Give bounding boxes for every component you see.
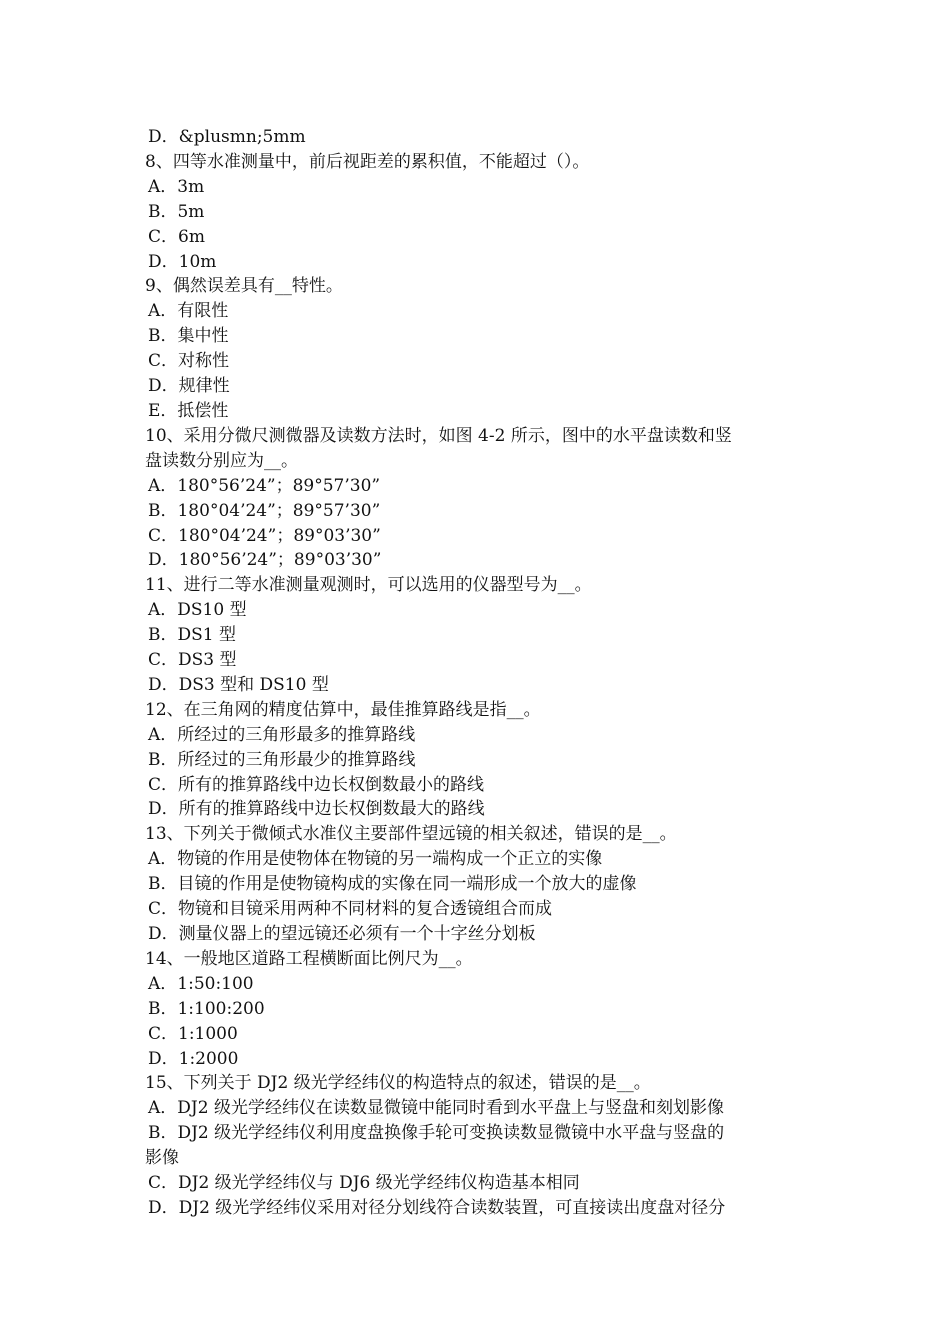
question-text: 14、一般地区道路工程横断面比例尺为__。 [145, 948, 473, 969]
question-text: 影像 [145, 1148, 179, 1169]
answer-option: A．3m [148, 176, 205, 197]
answer-option: C．DJ2 级光学经纬仪与 DJ6 级光学经纬仪构造基本相同 [148, 1173, 580, 1194]
answer-option: A．1:50:100 [148, 973, 254, 994]
answer-option: B．180°04’24”；89°57’30” [148, 500, 381, 521]
answer-option: A．有限性 [148, 301, 229, 322]
answer-option: B．DJ2 级光学经纬仪利用度盘换像手轮可变换读数显微镜中水平盘与竖盘的 [148, 1123, 725, 1144]
answer-option: B．DS1 型 [148, 625, 236, 646]
answer-option: C．对称性 [148, 351, 230, 372]
answer-option: B．5m [148, 201, 205, 222]
answer-option: D．DJ2 级光学经纬仪采用对径分划线符合读数装置，可直接读出度盘对径分 [148, 1197, 726, 1218]
answer-option: B．所经过的三角形最少的推算路线 [148, 749, 416, 770]
answer-option: B．目镜的作用是使物镜构成的实像在同一端形成一个放大的虚像 [148, 874, 637, 895]
answer-option: D．&plusmn;5mm [148, 127, 306, 147]
answer-option: C．所有的推算路线中边长权倒数最小的路线 [148, 774, 485, 795]
answer-option: D．规律性 [148, 376, 230, 397]
question-text: 盘读数分别应为__。 [145, 450, 298, 471]
answer-option: D．DS3 型和 DS10 型 [148, 674, 329, 695]
question-text: 9、偶然误差具有__特性。 [145, 276, 343, 297]
question-text: 8、四等水准测量中，前后视距差的累积值，不能超过（）。 [145, 151, 590, 172]
answer-option: D．测量仪器上的望远镜还必须有一个十字丝分划板 [148, 924, 536, 944]
answer-option: A．DS10 型 [148, 600, 247, 621]
answer-option: C．物镜和目镜采用两种不同材料的复合透镜组合而成 [148, 899, 553, 920]
answer-option: D．所有的推算路线中边长权倒数最大的路线 [148, 799, 485, 820]
answer-option: C．DS3 型 [148, 650, 237, 671]
answer-option: C．6m [148, 226, 205, 247]
question-text: 11、进行二等水准测量观测时，可以选用的仪器型号为__。 [145, 575, 592, 596]
answer-option: C．180°04’24”；89°03’30” [148, 525, 381, 546]
answer-option: C．1:1000 [148, 1023, 238, 1044]
answer-option: E．抵偿性 [148, 400, 229, 421]
answer-option: D．1:2000 [148, 1048, 239, 1069]
answer-option: A．物镜的作用是使物体在物镜的另一端构成一个正立的实像 [148, 849, 603, 870]
answer-option: B．1:100:200 [148, 998, 265, 1019]
answer-option: A．DJ2 级光学经纬仪在读数显微镜中能同时看到水平盘上与竖盘和刻划影像 [148, 1098, 724, 1119]
answer-option: A．180°56’24”；89°57’30” [148, 475, 381, 496]
question-text: 10、采用分微尺测微器及读数方法时，如图 4-2 所示，图中的水平盘读数和竖 [145, 425, 732, 446]
answer-option: B．集中性 [148, 326, 229, 347]
question-text: 15、下列关于 DJ2 级光学经纬仪的构造特点的叙述，错误的是__。 [145, 1073, 651, 1094]
answer-option: D．10m [148, 251, 217, 272]
answer-option: D．180°56’24”；89°03’30” [148, 550, 382, 571]
document-body [145, 125, 815, 1221]
question-text: 12、在三角网的精度估算中，最佳推算路线是指__。 [145, 699, 541, 720]
answer-option: A．所经过的三角形最多的推算路线 [148, 724, 416, 745]
question-text: 13、下列关于微倾式水准仪主要部件望远镜的相关叙述，错误的是__。 [145, 824, 677, 845]
